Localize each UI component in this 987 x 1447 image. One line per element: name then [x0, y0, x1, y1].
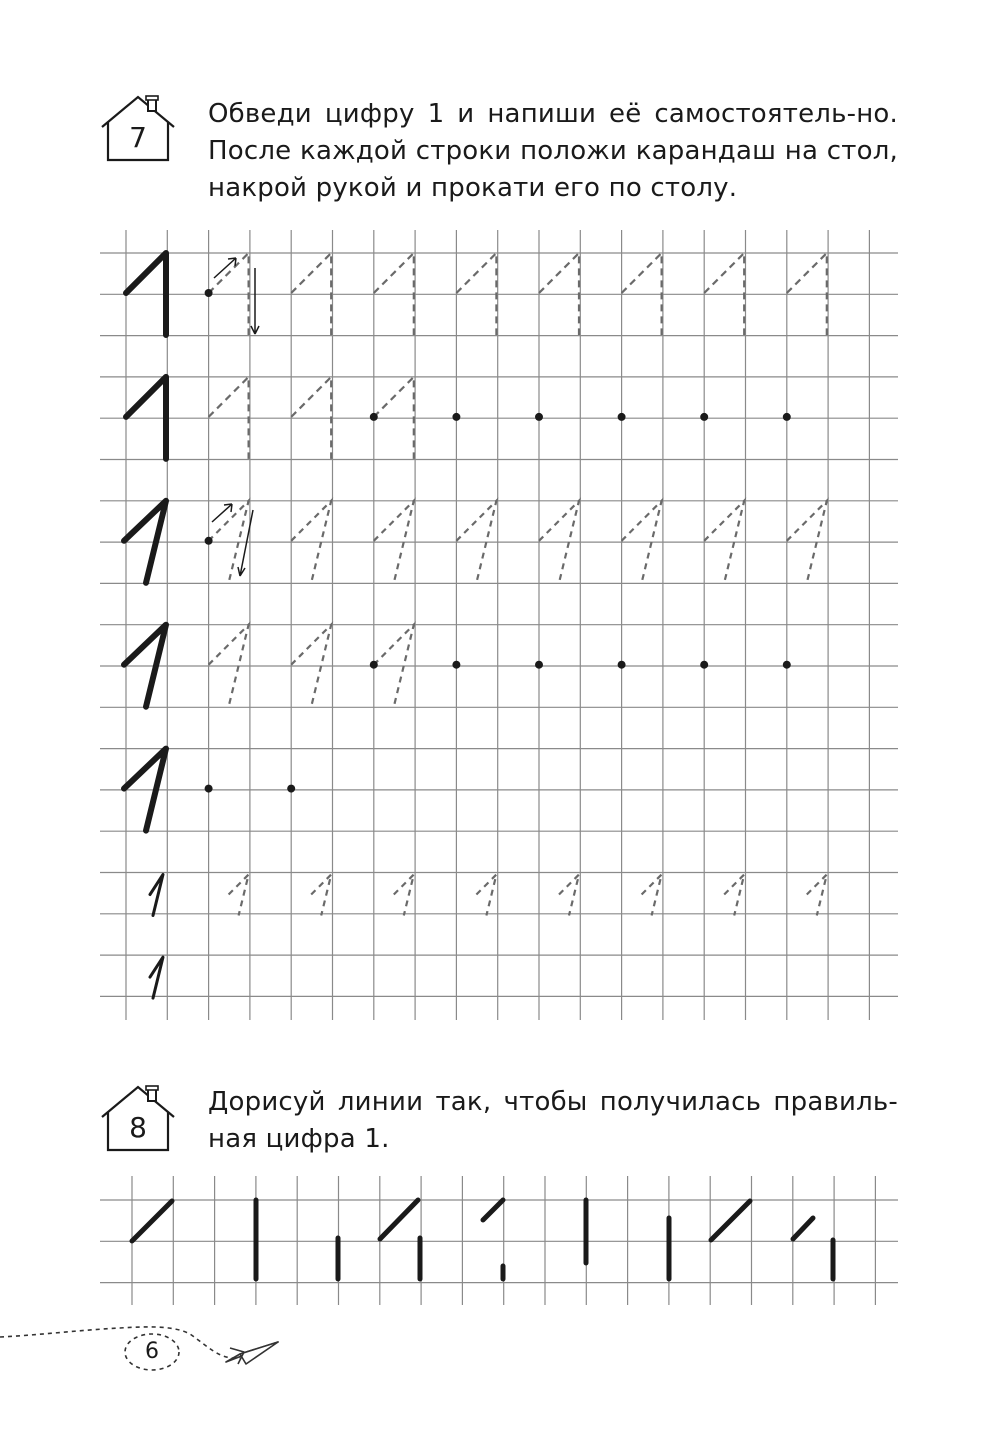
task-number: 7 [129, 121, 147, 154]
page-number: 6 [145, 1339, 159, 1364]
task-number: 8 [129, 1111, 147, 1144]
paper-airplane-icon [226, 1342, 278, 1364]
task-7-instruction: Обведи цифру 1 и напиши её самостоятель-но. После каждой строки положи карандаш на стол, накрой рукой и прокати его по столу. [208, 99, 898, 203]
task-8-instruction: Дорисуй линии так, чтобы получилась правиль-ная цифра 1. [208, 1087, 898, 1154]
